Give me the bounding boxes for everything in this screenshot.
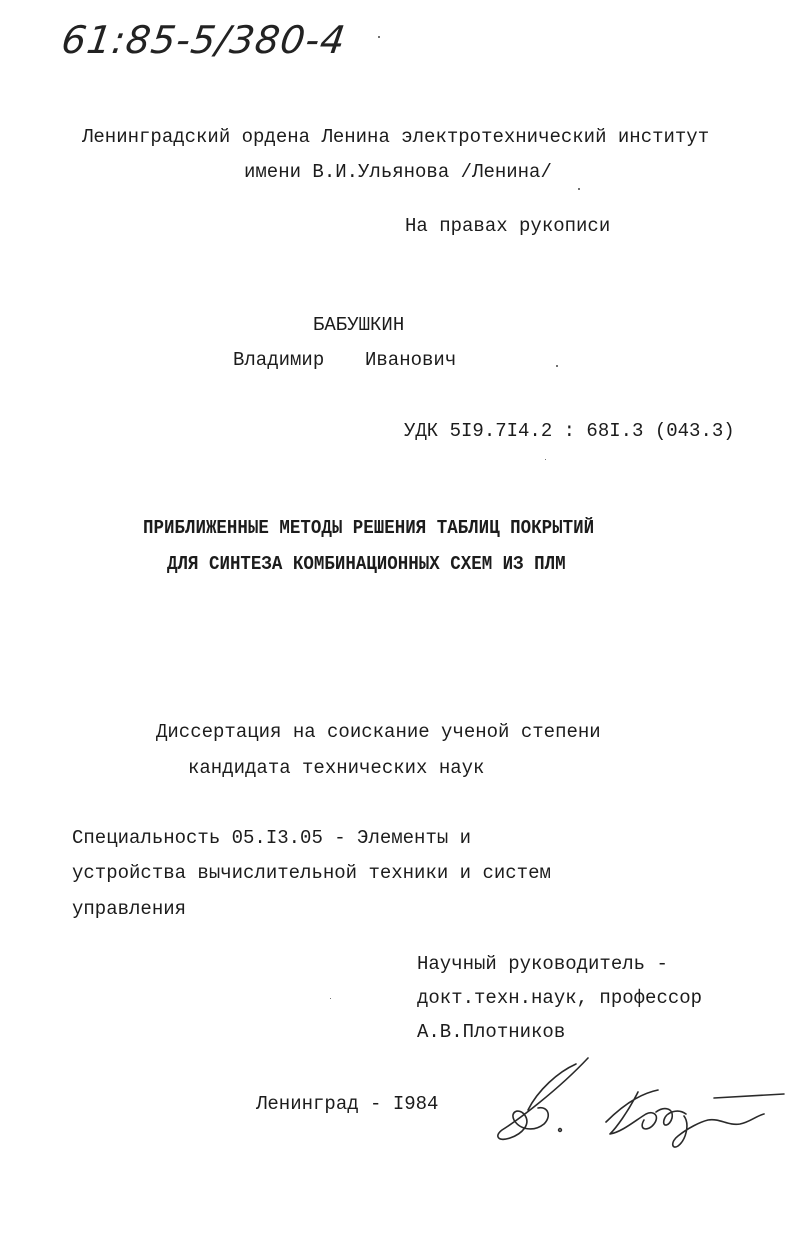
institute-line-1: Ленинградский ордена Ленина электротехнический институт: [82, 126, 710, 148]
signature-icon: [488, 1050, 788, 1160]
dissertation-line-2: кандидата технических наук: [188, 757, 485, 779]
scan-speck: [330, 998, 331, 999]
thesis-title-line-1: ПРИБЛИЖЕННЫЕ МЕТОДЫ РЕШЕНИЯ ТАБЛИЦ ПОКРЫТИЙ: [143, 517, 595, 539]
specialty-line-1: Специальность 05.I3.05 - Элементы и: [72, 827, 472, 849]
place-year: Ленинград - I984: [256, 1093, 439, 1115]
author-patronymic: Иванович: [365, 349, 457, 371]
specialty-line-3: управления: [72, 898, 187, 920]
udc-code: УДК 5I9.7I4.2 : 68I.3 (043.3): [404, 420, 735, 442]
archive-code-handwritten: 61:85-5/380-4: [58, 18, 349, 62]
scan-speck: [545, 459, 546, 460]
scan-speck: [578, 188, 580, 190]
scan-speck: [556, 365, 558, 367]
dissertation-line-1: Диссертация на соискание ученой степени: [156, 721, 601, 743]
supervisor-line-2: докт.техн.наук, профессор: [417, 987, 703, 1009]
supervisor-line-1: Научный руководитель -: [417, 953, 668, 975]
thesis-title-line-2: ДЛЯ СИНТЕЗА КОМБИНАЦИОННЫХ СХЕМ ИЗ ПЛМ: [167, 553, 566, 575]
author-surname: БАБУШКИН: [313, 314, 405, 336]
institute-line-2: имени В.И.Ульянова /Ленина/: [244, 161, 552, 183]
author-first-name: Владимир: [233, 349, 325, 371]
scan-speck: [378, 36, 380, 38]
supervisor-line-3: А.В.Плотников: [417, 1021, 566, 1043]
manuscript-rights: На правах рукописи: [405, 215, 611, 237]
specialty-line-2: устройства вычислительной техники и систем: [72, 862, 551, 884]
